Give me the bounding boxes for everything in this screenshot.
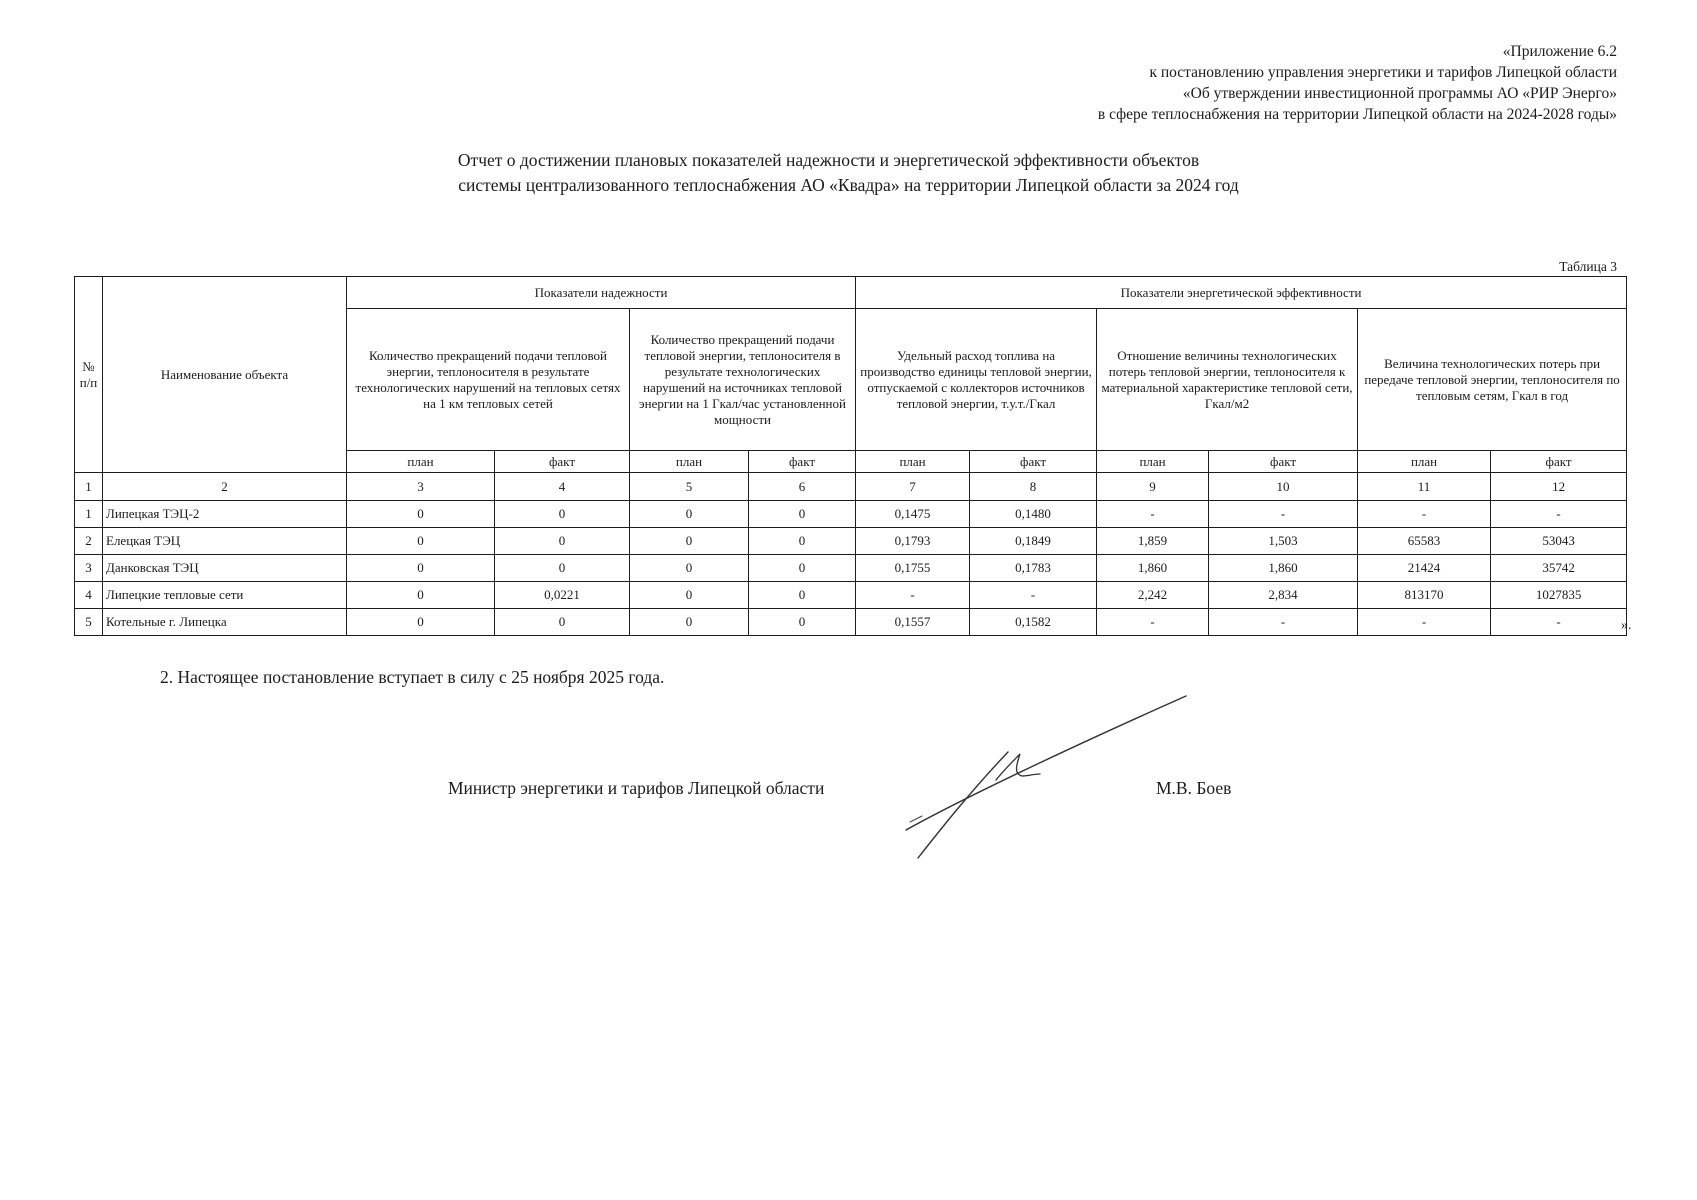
- table-cell: 0: [495, 609, 630, 636]
- table-cell: 0: [347, 582, 495, 609]
- header-plan: план: [1097, 451, 1209, 473]
- table-cell: 0,1849: [970, 528, 1097, 555]
- table-cell: 813170: [1358, 582, 1491, 609]
- table-cell: 1,860: [1097, 555, 1209, 582]
- signer-name: М.В. Боев: [1156, 778, 1232, 798]
- table-cell: 0: [347, 555, 495, 582]
- table-cell: 0: [749, 528, 856, 555]
- column-number: 6: [749, 473, 856, 501]
- table-cell: 0: [630, 555, 749, 582]
- table-cell: 1,859: [1097, 528, 1209, 555]
- column-number: 11: [1358, 473, 1491, 501]
- header-indicator: Удельный расход топлива на производство единицы тепловой энергии, отпускаемой с коллекторов источников тепловой энергии, т.у.т./Гкал: [856, 309, 1097, 451]
- column-number: 4: [495, 473, 630, 501]
- table-cell: 0: [749, 582, 856, 609]
- header-efficiency-group: Показатели энергетической эффективности: [856, 277, 1627, 309]
- column-number-row: [75, 473, 1627, 501]
- table-cell: -: [1209, 609, 1358, 636]
- table-cell: -: [1491, 609, 1627, 636]
- table-cell: 0,1783: [970, 555, 1097, 582]
- effective-date-paragraph: 2. Настоящее постановление вступает в силу с 25 ноября 2025 года.: [160, 667, 665, 687]
- table-cell: -: [1209, 501, 1358, 528]
- table-cell: 2,242: [1097, 582, 1209, 609]
- header-fact: факт: [970, 451, 1097, 473]
- appendix-note-line: «Об утверждении инвестиционной программы АО «РИР Энерго»: [1182, 85, 1617, 102]
- table-cell: 0,1755: [856, 555, 970, 582]
- column-number: 10: [1209, 473, 1358, 501]
- table-cell: 35742: [1491, 555, 1627, 582]
- table-cell: -: [1358, 609, 1491, 636]
- row-number: 3: [75, 555, 103, 582]
- table-cell: 53043: [1491, 528, 1627, 555]
- table-cell: 0: [630, 609, 749, 636]
- table-cell: -: [1097, 501, 1209, 528]
- table-cell: 1,860: [1209, 555, 1358, 582]
- header-object-name: Наименование объекта: [103, 277, 347, 473]
- report-title-line-1: Отчет о достижении плановых показателей надежности и энергетической эффективности объектов: [457, 150, 1200, 170]
- header-indicator: Количество прекращений подачи тепловой энергии, теплоносителя в результате технологических нарушений на тепловых сетях на 1 км тепловых сетей: [347, 309, 630, 451]
- table-cell: 21424: [1358, 555, 1491, 582]
- table-cell: -: [856, 582, 970, 609]
- header-indicator: Количество прекращений подачи тепловой энергии, теплоносителя в результате технологических нарушений на источниках тепловой энергии на 1 Гкал/час установленной мощности: [630, 309, 856, 451]
- table-row: [75, 582, 1627, 609]
- table-row: [75, 501, 1627, 528]
- column-number: 8: [970, 473, 1097, 501]
- column-number: 5: [630, 473, 749, 501]
- row-number: 4: [75, 582, 103, 609]
- table-cell: -: [970, 582, 1097, 609]
- appendix-note-line: к постановлению управления энергетики и тарифов Липецкой области: [1149, 64, 1617, 81]
- table-cell: -: [1491, 501, 1627, 528]
- header-plan: план: [630, 451, 749, 473]
- table-cell: -: [1097, 609, 1209, 636]
- header-plan: план: [347, 451, 495, 473]
- table-cell: -: [1358, 501, 1491, 528]
- header-indicator: Величина технологических потерь при передаче тепловой энергии, теплоносителя по тепловым сетям, Гкал в год: [1358, 309, 1627, 451]
- header-plan: план: [1358, 451, 1491, 473]
- table-row: [75, 555, 1627, 582]
- header-indicator: Отношение величины технологических потерь тепловой энергии, теплоносителя к материальной характеристике тепловой сети, Гкал/м2: [1097, 309, 1358, 451]
- column-number: 7: [856, 473, 970, 501]
- table-row: [75, 609, 1627, 636]
- table-header-row: [75, 277, 1627, 309]
- table-cell: 0,1557: [856, 609, 970, 636]
- header-fact: факт: [749, 451, 856, 473]
- table-cell: 0,1480: [970, 501, 1097, 528]
- appendix-note: [1098, 41, 1617, 125]
- table-cell: 0: [347, 501, 495, 528]
- table-cell: 0,1793: [856, 528, 970, 555]
- table-cell: 0,1475: [856, 501, 970, 528]
- table-cell: 0,0221: [495, 582, 630, 609]
- appendix-note-line: в сфере теплоснабжения на территории Липецкой области на 2024-2028 годы»: [1097, 106, 1617, 123]
- header-fact: факт: [495, 451, 630, 473]
- row-number: 2: [75, 528, 103, 555]
- header-plan: план: [856, 451, 970, 473]
- handwritten-signature: [900, 690, 1190, 860]
- column-number: 2: [103, 473, 347, 501]
- table-cell: 0: [347, 528, 495, 555]
- header-fact: факт: [1209, 451, 1358, 473]
- table-cell: 0: [749, 609, 856, 636]
- table-cell: 0: [495, 501, 630, 528]
- table-label: Таблица 3: [1559, 259, 1617, 274]
- table-cell: 0: [347, 609, 495, 636]
- object-name: Елецкая ТЭЦ: [103, 528, 347, 555]
- table-cell: 2,834: [1209, 582, 1358, 609]
- table-cell: 0: [630, 582, 749, 609]
- report-title-line-2: системы централизованного теплоснабжения АО «Квадра» на территории Липецкой области за 2024 год: [458, 175, 1239, 195]
- column-number: 3: [347, 473, 495, 501]
- object-name: Данковская ТЭЦ: [103, 555, 347, 582]
- header-number: № п/п: [75, 277, 103, 473]
- report-title: [0, 148, 1697, 198]
- row-number: 5: [75, 609, 103, 636]
- indicators-table: [74, 276, 1627, 636]
- table-row: [75, 528, 1627, 555]
- column-number: 12: [1491, 473, 1627, 501]
- table-cell: 0: [495, 528, 630, 555]
- table-cell: 0: [630, 501, 749, 528]
- row-number: 1: [75, 501, 103, 528]
- table-cell: 0: [749, 555, 856, 582]
- table-cell: 1027835: [1491, 582, 1627, 609]
- table-cell: 0: [630, 528, 749, 555]
- table-cell: 0,1582: [970, 609, 1097, 636]
- object-name: Липецкие тепловые сети: [103, 582, 347, 609]
- appendix-note-line: «Приложение 6.2: [1502, 43, 1617, 60]
- closing-quote: ».: [1621, 618, 1632, 633]
- column-number: 9: [1097, 473, 1209, 501]
- table-cell: 0: [495, 555, 630, 582]
- header-fact: факт: [1491, 451, 1627, 473]
- table-cell: 65583: [1358, 528, 1491, 555]
- header-reliability-group: Показатели надежности: [347, 277, 856, 309]
- column-number: 1: [75, 473, 103, 501]
- object-name: Котельные г. Липецка: [103, 609, 347, 636]
- table-cell: 0: [749, 501, 856, 528]
- object-name: Липецкая ТЭЦ-2: [103, 501, 347, 528]
- signer-position: Министр энергетики и тарифов Липецкой области: [448, 778, 825, 798]
- table-cell: 1,503: [1209, 528, 1358, 555]
